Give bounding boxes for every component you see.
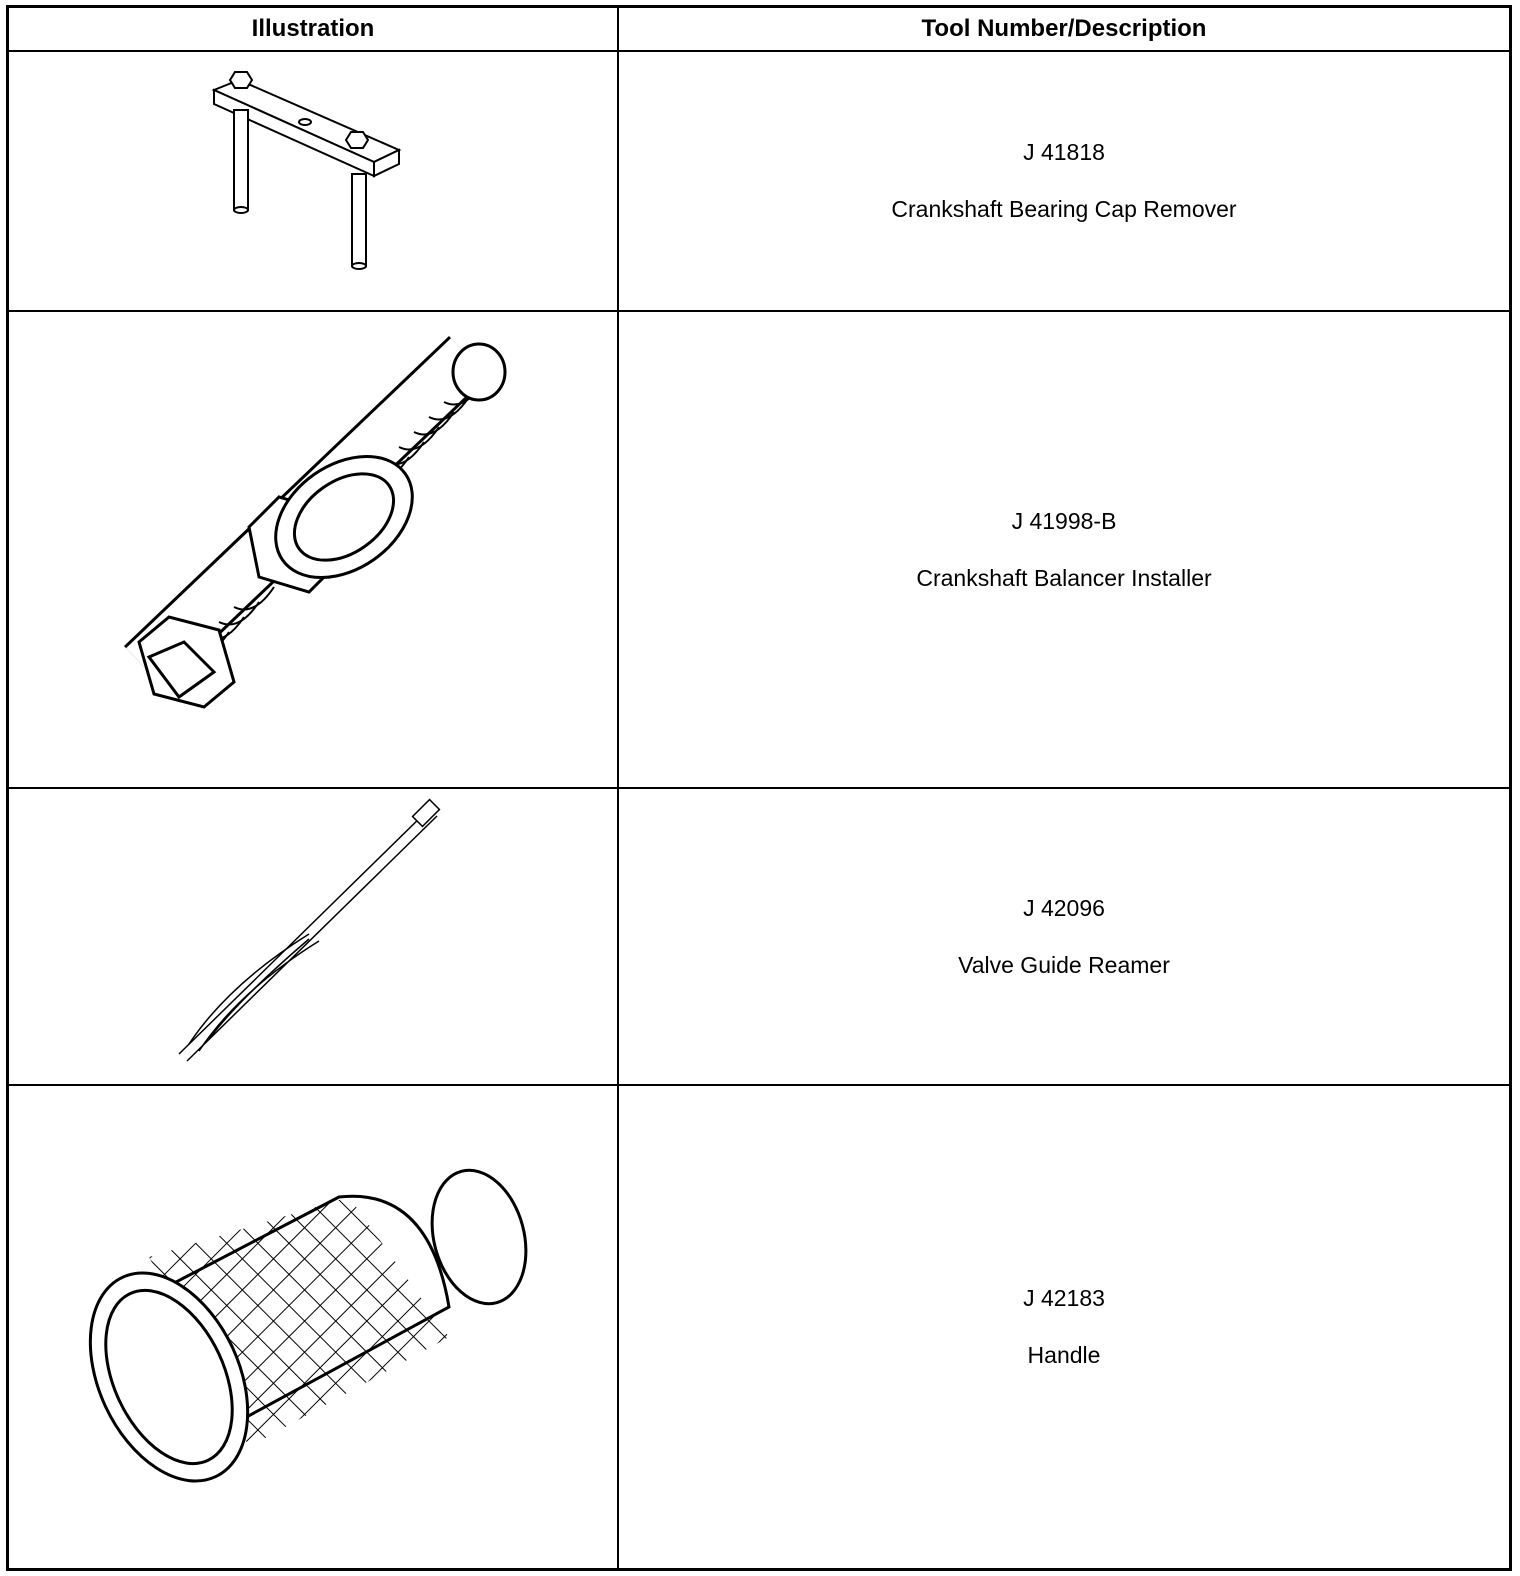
description-cell (619, 789, 1509, 1084)
description-cell (619, 312, 1509, 787)
header-illustration: Illustration (9, 8, 619, 52)
illustration-cell (9, 52, 619, 310)
header-tool-description: Tool Number/Description (619, 8, 1509, 52)
tool-table (6, 5, 1512, 1571)
description-cell (619, 52, 1509, 310)
description-cell (619, 1086, 1509, 1568)
tool-number: J 42183 (1023, 1285, 1105, 1311)
illustration-cell (9, 1086, 619, 1568)
tool-description: Valve Guide Reamer (958, 951, 1170, 978)
tool-description: Handle (1027, 1342, 1101, 1368)
illustration-cell (9, 789, 619, 1084)
tool-number: J 41818 (1023, 139, 1105, 165)
handle-icon (9, 1086, 617, 1568)
table-row (9, 1086, 1509, 1568)
table-row (9, 312, 1509, 789)
balancer-installer-icon (9, 312, 617, 787)
tool-number: J 41998-B (1011, 507, 1117, 534)
table-row (9, 52, 1509, 312)
illustration-cell (9, 312, 619, 787)
valve-guide-reamer-icon (9, 789, 617, 1084)
tool-number: J 42096 (1023, 894, 1105, 921)
tool-description: Crankshaft Balancer Installer (916, 564, 1212, 591)
bearing-cap-remover-icon (9, 52, 617, 310)
tool-description: Crankshaft Bearing Cap Remover (891, 196, 1237, 222)
table-row (9, 789, 1509, 1086)
